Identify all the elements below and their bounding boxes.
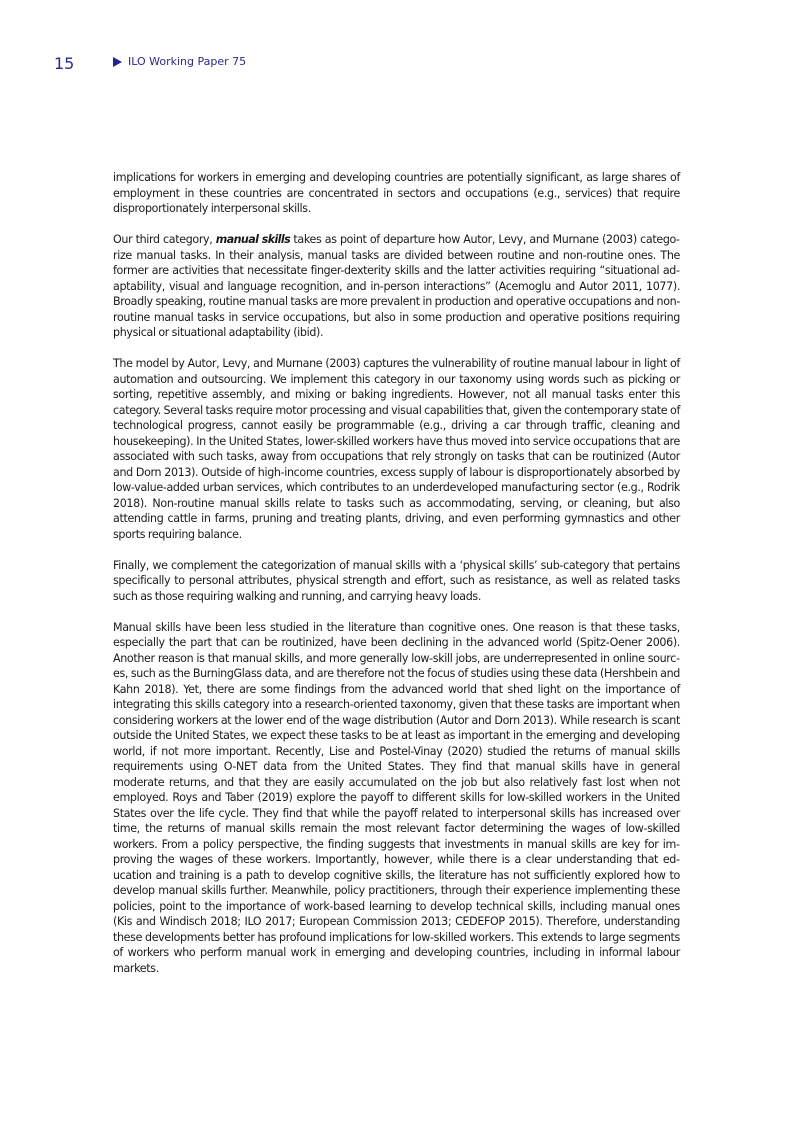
paragraph-2	[113, 232, 680, 341]
page-number: 15	[54, 54, 75, 73]
body-text	[113, 170, 680, 992]
triangle-right-icon	[113, 57, 122, 67]
paragraph-3: The model by Autor, Levy, and Murnane (2003) captures the vulnerability of routine manual labour in light of automation and outsourcing. We implement this category in our taxonomy using words such as picking or sorting, repetitive assembly, and mixing or baking ingredients. However, not all manual tasks enter this category. Several tasks require motor processing and visual capabilities that, given the contemporary state of technological progress, cannot easily be programmable (e.g., driving a car through traffic, cleaning and housekeeping). In the United States, lower-skilled workers have thus moved into service occupations that are associated with such tasks, away from occupations that rely strongly on tasks that can be routinized (Autor and Dorn 2013). Outside of high-income countries, excess supply of labour is disproportionately absorbed by low-value-added urban services, which contributes to an underdeveloped manufacturing sector (e.g., Rodrik 2018). Non-routine manual skills relate to tasks such as accommodating, serving, or cleaning, but also attending cattle in farms, pruning and treating plants, driving, and even performing gymnastics and other sports requiring balance.	[113, 357, 680, 541]
paragraph-2-rest: takes as point of departure how Autor, Levy, and Murnane (2003) categorize manual tasks. In their analysis, manual tasks are divided between routine and non-routine ones. The former are activities that necessitate finger-dexterity skills and the latter activities requiring “situational adaptability, visual and language recognition, and in-person interactions” (Acemoglu and Autor 2011, 1077). Broadly speaking, routine manual tasks are more prevalent in production and operative occupations and non-routine manual tasks in service occupations, but also in some production and operative positions requiring physical or situational adaptability (ibid).	[113, 233, 680, 339]
paragraph-4: Finally, we complement the categorization of manual skills with a ‘physical skills’ sub-category that pertains specifically to personal attributes, physical strength and effort, such as resistance, as well as related tasks such as those requiring walking and running, and carrying heavy loads.	[113, 558, 680, 603]
running-header	[113, 55, 246, 68]
paragraph-2-lead: Our third category,	[113, 233, 216, 246]
paragraph-1: implications for workers in emerging and developing countries are potentially significant, as large shares of employment in these countries are concentrated in sectors and occupations (e.g., services) that require disproportionately interpersonal skills.	[113, 171, 680, 215]
term-manual-skills: manual skills	[215, 233, 291, 246]
paragraph-5: Manual skills have been less studied in the literature than cognitive ones. One reason is that these tasks, especially the part that can be routinized, have been declining in the advanced world (Spitz-Oener 2006). Another reason is that manual skills, and more generally low-skill jobs, are underrepresented in online sources, such as the BurningGlass data, and are therefore not the focus of studies using these data (Hershbein and Kahn 2018). Yet, there are some findings from the advanced world that shed light on the importance of integrating this skills category into a research-oriented taxonomy, given that these tasks are important when considering workers at the lower end of the wage distribution (Autor and Dorn 2013). While research is scant outside the United States, we expect these tasks to be at least as important in the emerging and developing world, if not more important. Recently, Lise and Postel-Vinay (2020) studied the returns of manual skills requirements using O-NET data from the United States. They find that manual skills have in general moderate returns, and that they are easily accumulated on the job but also relatively fast lost when not employed. Roys and Taber (2019) explore the payoff to different skills for low-skilled workers in the United States over the life cycle. They find that while the payoff related to interpersonal skills has increased over time, the returns of manual skills remain the most relevant factor determining the wages of low-skilled workers. From a policy perspective, the finding suggests that investments in manual skills are key for improving the wages of these workers. Importantly, however, while there is a clear understanding that education and training is a path to develop cognitive skills, the literature has not sufficiently explored how to develop manual skills further. Meanwhile, policy practitioners, through their experience implementing these policies, point to the importance of work-based learning to develop technical skills, including manual ones (Kis and Windisch 2018; ILO 2017; European Commission 2013; CEDEFOP 2015). Therefore, understanding these developments better has profound implications for low-skilled workers. This extends to large segments of workers who perform manual work in emerging and developing countries, including in informal labour markets.	[113, 620, 680, 975]
running-header-title: ILO Working Paper 75	[128, 55, 247, 68]
